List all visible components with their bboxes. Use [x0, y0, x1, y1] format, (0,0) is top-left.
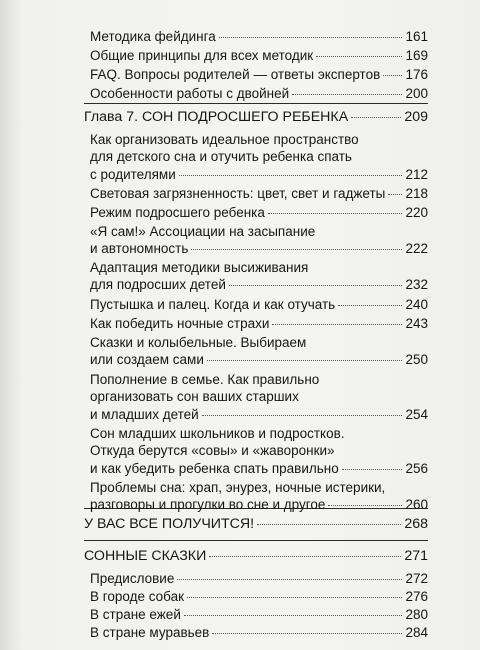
dot-leader	[229, 285, 403, 286]
toc-entry	[90, 570, 428, 587]
toc-entry-title-line: Сон младших школьников и подростков.	[90, 426, 345, 441]
toc-entry	[90, 479, 428, 514]
page-number: 176	[405, 67, 428, 82]
page-number: 284	[405, 625, 428, 640]
toc-entry	[90, 66, 428, 83]
toc-entry-title-line: Методика фейдинга	[90, 29, 216, 44]
toc-entry-title-line: В городе собак	[90, 589, 184, 604]
dot-leader	[388, 194, 402, 195]
toc-entry	[90, 47, 428, 64]
toc-entry-title-line: Предисловие	[90, 571, 175, 586]
page-number: 212	[405, 166, 428, 182]
page-number: 276	[405, 589, 428, 604]
toc-entry	[90, 204, 428, 221]
toc-chapter-entry	[84, 548, 428, 565]
dot-leader	[177, 579, 402, 580]
toc-entry-title-line: и младших детей	[90, 406, 199, 422]
toc-entry	[90, 85, 428, 102]
dot-leader	[351, 117, 401, 118]
toc-entry-title-line: или создаем сами	[90, 352, 204, 368]
page-number: 256	[405, 460, 428, 476]
dot-leader	[212, 633, 402, 634]
page-number: 220	[405, 205, 428, 220]
toc-entry	[90, 425, 428, 477]
dot-leader	[272, 324, 402, 325]
page-number: 200	[405, 86, 428, 101]
toc-entry-title-line: «Я сам!» Ассоциации на засыпание	[90, 224, 316, 239]
page-number: 232	[405, 277, 428, 293]
dot-leader	[383, 75, 402, 76]
page-number: 250	[405, 352, 428, 368]
toc-entry-title-line: У ВАС ВСЕ ПОЛУЧИТСЯ!	[84, 516, 255, 532]
page-number: 243	[405, 316, 428, 331]
page-number: 272	[405, 571, 428, 586]
toc-entry-title-line: Особенности работы с двойней	[90, 86, 290, 101]
page-number: 240	[405, 297, 428, 312]
toc-entry-title-line: и автономность	[90, 241, 189, 257]
page-number: 218	[405, 186, 428, 201]
page-number: 280	[405, 607, 428, 622]
toc-entry	[90, 588, 428, 605]
toc-entry-title-line: Режим подросшего ребенка	[90, 205, 265, 220]
toc-entry-title-line: Как организовать идеальное пространство	[90, 132, 359, 147]
page-number: 254	[405, 406, 428, 422]
dot-leader	[342, 469, 403, 470]
toc-entry-title-line: Пустышка и палец. Когда и как отучать	[90, 297, 336, 312]
page-number: 271	[404, 548, 428, 564]
dot-leader	[187, 597, 402, 598]
page-number: 268	[404, 516, 428, 532]
toc-entry-title-line: Световая загрязненность: цвет, свет и гаджеты	[90, 186, 386, 201]
toc-entry	[90, 606, 428, 623]
dot-leader	[268, 213, 403, 214]
toc-entry-title-line: с родителями	[90, 166, 176, 182]
toc-entry-title-line: Проблемы сна: храп, энурез, ночные истерики,	[90, 480, 386, 495]
toc-entry-title-line: Откуда берутся «совы» и «жаворонки»	[90, 443, 335, 459]
section-divider	[84, 540, 428, 541]
toc-entry-title-line: В стране ежей	[90, 607, 181, 622]
page-number: 209	[404, 109, 428, 125]
toc-entry	[90, 223, 428, 258]
dot-leader	[292, 94, 402, 95]
page-number: 222	[405, 241, 428, 257]
page-number: 169	[405, 48, 428, 63]
dot-leader	[191, 249, 402, 250]
dot-leader	[257, 524, 401, 525]
toc-entry-title-line: В стране муравьев	[90, 625, 210, 640]
toc-entry	[90, 185, 428, 202]
toc-entry-title-line: FAQ. Вопросы родителей — ответы экспертов	[90, 67, 381, 82]
toc-chapter-entry	[84, 109, 428, 126]
toc-entry-title-line: организовать сон ваших старших	[90, 389, 299, 405]
toc-entry-title-line: Сказки и колыбельные. Выбираем	[90, 335, 307, 350]
toc-entry-title-line: для детского сна и отучить ребенка спать	[90, 149, 352, 165]
toc-entry	[90, 334, 428, 369]
toc-entry-title-line: разговоры и прогулки во сне и другое	[90, 497, 326, 513]
page-number: 260	[405, 497, 428, 513]
toc-entry	[90, 296, 428, 313]
toc-entry	[90, 315, 428, 332]
toc-entry-title-line: Глава 7. СОН ПОДРОСШЕГО РЕБЕНКА	[84, 109, 349, 125]
toc-entry-title-line: Общие принципы для всех методик	[90, 48, 314, 63]
dot-leader	[316, 56, 402, 57]
toc-entry-title-line: и как убедить ребенка спать правильно	[90, 460, 339, 476]
page-number: 161	[405, 29, 428, 44]
toc-entry-title-line: СОННЫЕ СКАЗКИ	[84, 548, 207, 564]
toc-entry-title-line: Пополнение в семье. Как правильно	[90, 372, 320, 387]
section-divider	[84, 103, 428, 104]
dot-leader	[209, 556, 401, 557]
toc-entry	[90, 624, 428, 641]
dot-leader	[219, 37, 403, 38]
toc-entry	[90, 28, 428, 45]
dot-leader	[338, 305, 402, 306]
dot-leader	[207, 360, 403, 361]
toc-entry-title-line: Адаптация методики высиживания	[90, 260, 309, 275]
toc-entry	[90, 259, 428, 294]
toc-entry	[90, 371, 428, 423]
dot-leader	[328, 505, 402, 506]
dot-leader	[184, 615, 403, 616]
toc-chapter-entry	[84, 516, 428, 533]
dot-leader	[179, 175, 403, 176]
toc-entry	[90, 131, 428, 183]
toc-entry-title-line: Как победить ночные страхи	[90, 316, 270, 331]
toc-entry-title-line: для подросших детей	[90, 277, 226, 293]
dot-leader	[202, 415, 403, 416]
